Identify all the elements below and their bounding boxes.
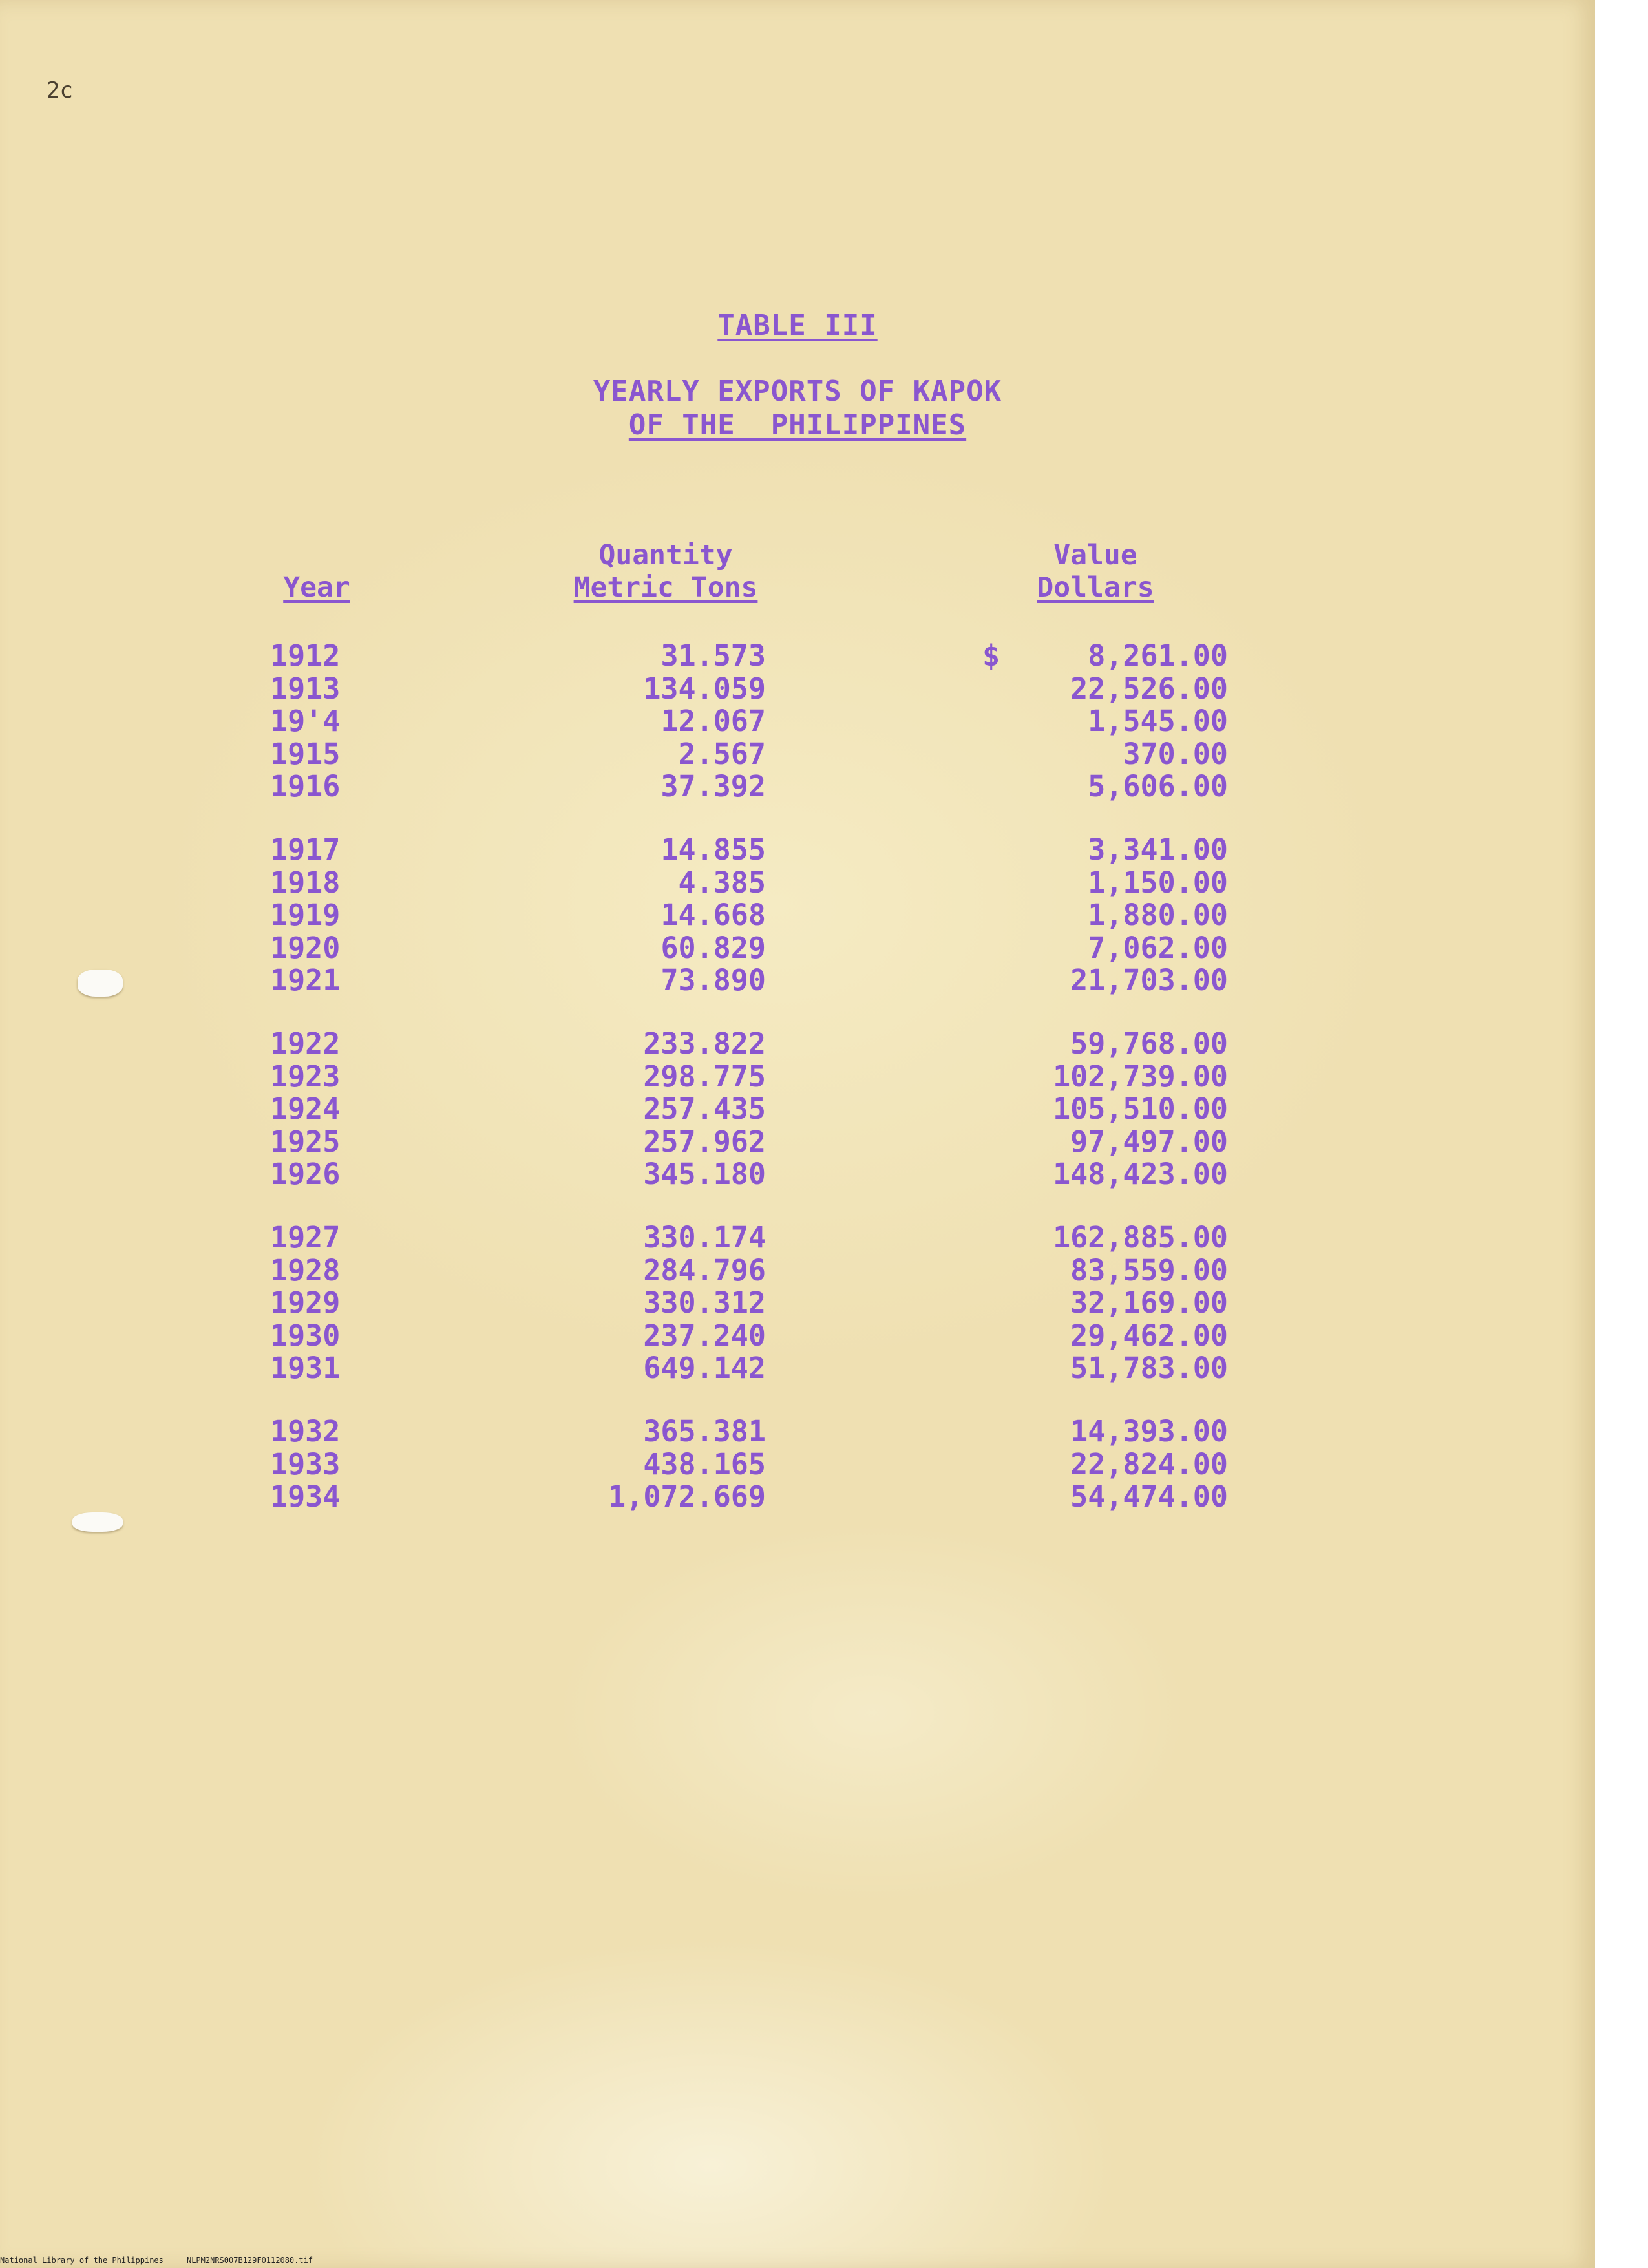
table-cell-quantity: 233.822 <box>643 1026 766 1061</box>
table-cell-year: 1913 <box>270 671 341 706</box>
table-cell-value: 83,559.00 <box>1070 1253 1228 1288</box>
table-cell-year: 1924 <box>270 1092 341 1126</box>
table-cell-value: 54,474.00 <box>1070 1479 1228 1514</box>
title-line-2: OF THE PHILIPPINES <box>628 408 967 441</box>
table-cell-quantity: 2.567 <box>678 736 766 771</box>
table-cell-quantity: 4.385 <box>678 865 766 900</box>
table-cell-quantity: 257.962 <box>643 1124 766 1159</box>
table-cell-value: 14,393.00 <box>1070 1414 1228 1448</box>
table-cell-value: 1,545.00 <box>1088 704 1228 738</box>
table-cell-year: 1919 <box>270 898 341 932</box>
currency-symbol: $ <box>982 639 1000 673</box>
table-cell-quantity: 365.381 <box>643 1414 766 1448</box>
table-cell-value: 32,169.00 <box>1070 1286 1228 1320</box>
title-line-1: YEARLY EXPORTS OF KAPOK <box>593 375 1002 408</box>
table-cell-quantity: 438.165 <box>643 1447 766 1481</box>
header-quantity-top: Quantity <box>598 539 733 571</box>
table-cell-year: 1928 <box>270 1253 341 1288</box>
table-cell-quantity: 257.435 <box>643 1092 766 1126</box>
table-cell-year: 1918 <box>270 865 341 900</box>
table-cell-year: 1912 <box>270 639 341 673</box>
footer-caption: National Library of the Philippines NLPM2NRS007B129F0112080.tif <box>0 2256 313 2265</box>
table-cell-year: 1933 <box>270 1447 341 1481</box>
table-cell-value: 51,783.00 <box>1070 1351 1228 1385</box>
table-cell-value: 102,739.00 <box>1053 1059 1228 1094</box>
table-cell-value: 97,497.00 <box>1070 1124 1228 1159</box>
table-label: TABLE III <box>717 309 878 342</box>
table-cell-year: 1925 <box>270 1124 341 1159</box>
punch-hole-bottom <box>72 1512 123 1532</box>
table-cell-quantity: 134.059 <box>643 671 766 706</box>
table-cell-year: 19'4 <box>270 704 341 738</box>
table-cell-year: 1930 <box>270 1318 341 1353</box>
punch-hole-top <box>78 970 123 997</box>
table-cell-quantity: 31.573 <box>660 639 766 673</box>
table-cell-value: 59,768.00 <box>1070 1026 1228 1061</box>
table-cell-value: 21,703.00 <box>1070 963 1228 997</box>
table-cell-quantity: 37.392 <box>660 769 766 803</box>
table-cell-year: 1927 <box>270 1220 341 1255</box>
table-cell-year: 1923 <box>270 1059 341 1094</box>
table-cell-quantity: 12.067 <box>660 704 766 738</box>
table-cell-quantity: 298.775 <box>643 1059 766 1094</box>
table-cell-quantity: 237.240 <box>643 1318 766 1353</box>
table-cell-value: 29,462.00 <box>1070 1318 1228 1353</box>
table-cell-year: 1921 <box>270 963 341 997</box>
table-cell-year: 1916 <box>270 769 341 803</box>
table-cell-year: 1932 <box>270 1414 341 1448</box>
table-cell-quantity: 73.890 <box>660 963 766 997</box>
table-cell-value: 22,824.00 <box>1070 1447 1228 1481</box>
table-cell-value: 1,880.00 <box>1088 898 1228 932</box>
table-cell-year: 1920 <box>270 930 341 965</box>
table-cell-quantity: 649.142 <box>643 1351 766 1385</box>
table-cell-year: 1917 <box>270 832 341 867</box>
table-cell-year: 1915 <box>270 736 341 771</box>
table-cell-value: 370.00 <box>1123 736 1228 771</box>
table-cell-quantity: 330.312 <box>643 1286 766 1320</box>
table-cell-year: 1922 <box>270 1026 341 1061</box>
header-value-bottom: Dollars <box>1037 571 1154 604</box>
table-cell-value: 162,885.00 <box>1053 1220 1228 1255</box>
table-cell-year: 1934 <box>270 1479 341 1514</box>
table-cell-quantity: 330.174 <box>643 1220 766 1255</box>
table-cell-quantity: 345.180 <box>643 1157 766 1191</box>
table-cell-quantity: 60.829 <box>660 930 766 965</box>
table-cell-year: 1926 <box>270 1157 341 1191</box>
table-cell-quantity: 14.855 <box>660 832 766 867</box>
table-cell-value: 148,423.00 <box>1053 1157 1228 1191</box>
table-cell-quantity: 14.668 <box>660 898 766 932</box>
table-cell-value: 3,341.00 <box>1088 832 1228 867</box>
table-cell-quantity: 284.796 <box>643 1253 766 1288</box>
table-cell-value: 7,062.00 <box>1088 930 1228 965</box>
header-value-top: Value <box>1053 539 1137 571</box>
table-cell-value: 5,606.00 <box>1088 769 1228 803</box>
header-quantity-bottom: Metric Tons <box>573 571 758 604</box>
table-cell-year: 1931 <box>270 1351 341 1385</box>
table-cell-value: 22,526.00 <box>1070 671 1228 706</box>
table-cell-value: 8,261.00 <box>1088 639 1228 673</box>
table-cell-year: 1929 <box>270 1286 341 1320</box>
table-cell-value: 105,510.00 <box>1053 1092 1228 1126</box>
header-year: Year <box>283 571 350 604</box>
table-cell-quantity: 1,072.669 <box>608 1479 766 1514</box>
table-cell-value: 1,150.00 <box>1088 865 1228 900</box>
corner-mark: 2c <box>47 78 73 103</box>
